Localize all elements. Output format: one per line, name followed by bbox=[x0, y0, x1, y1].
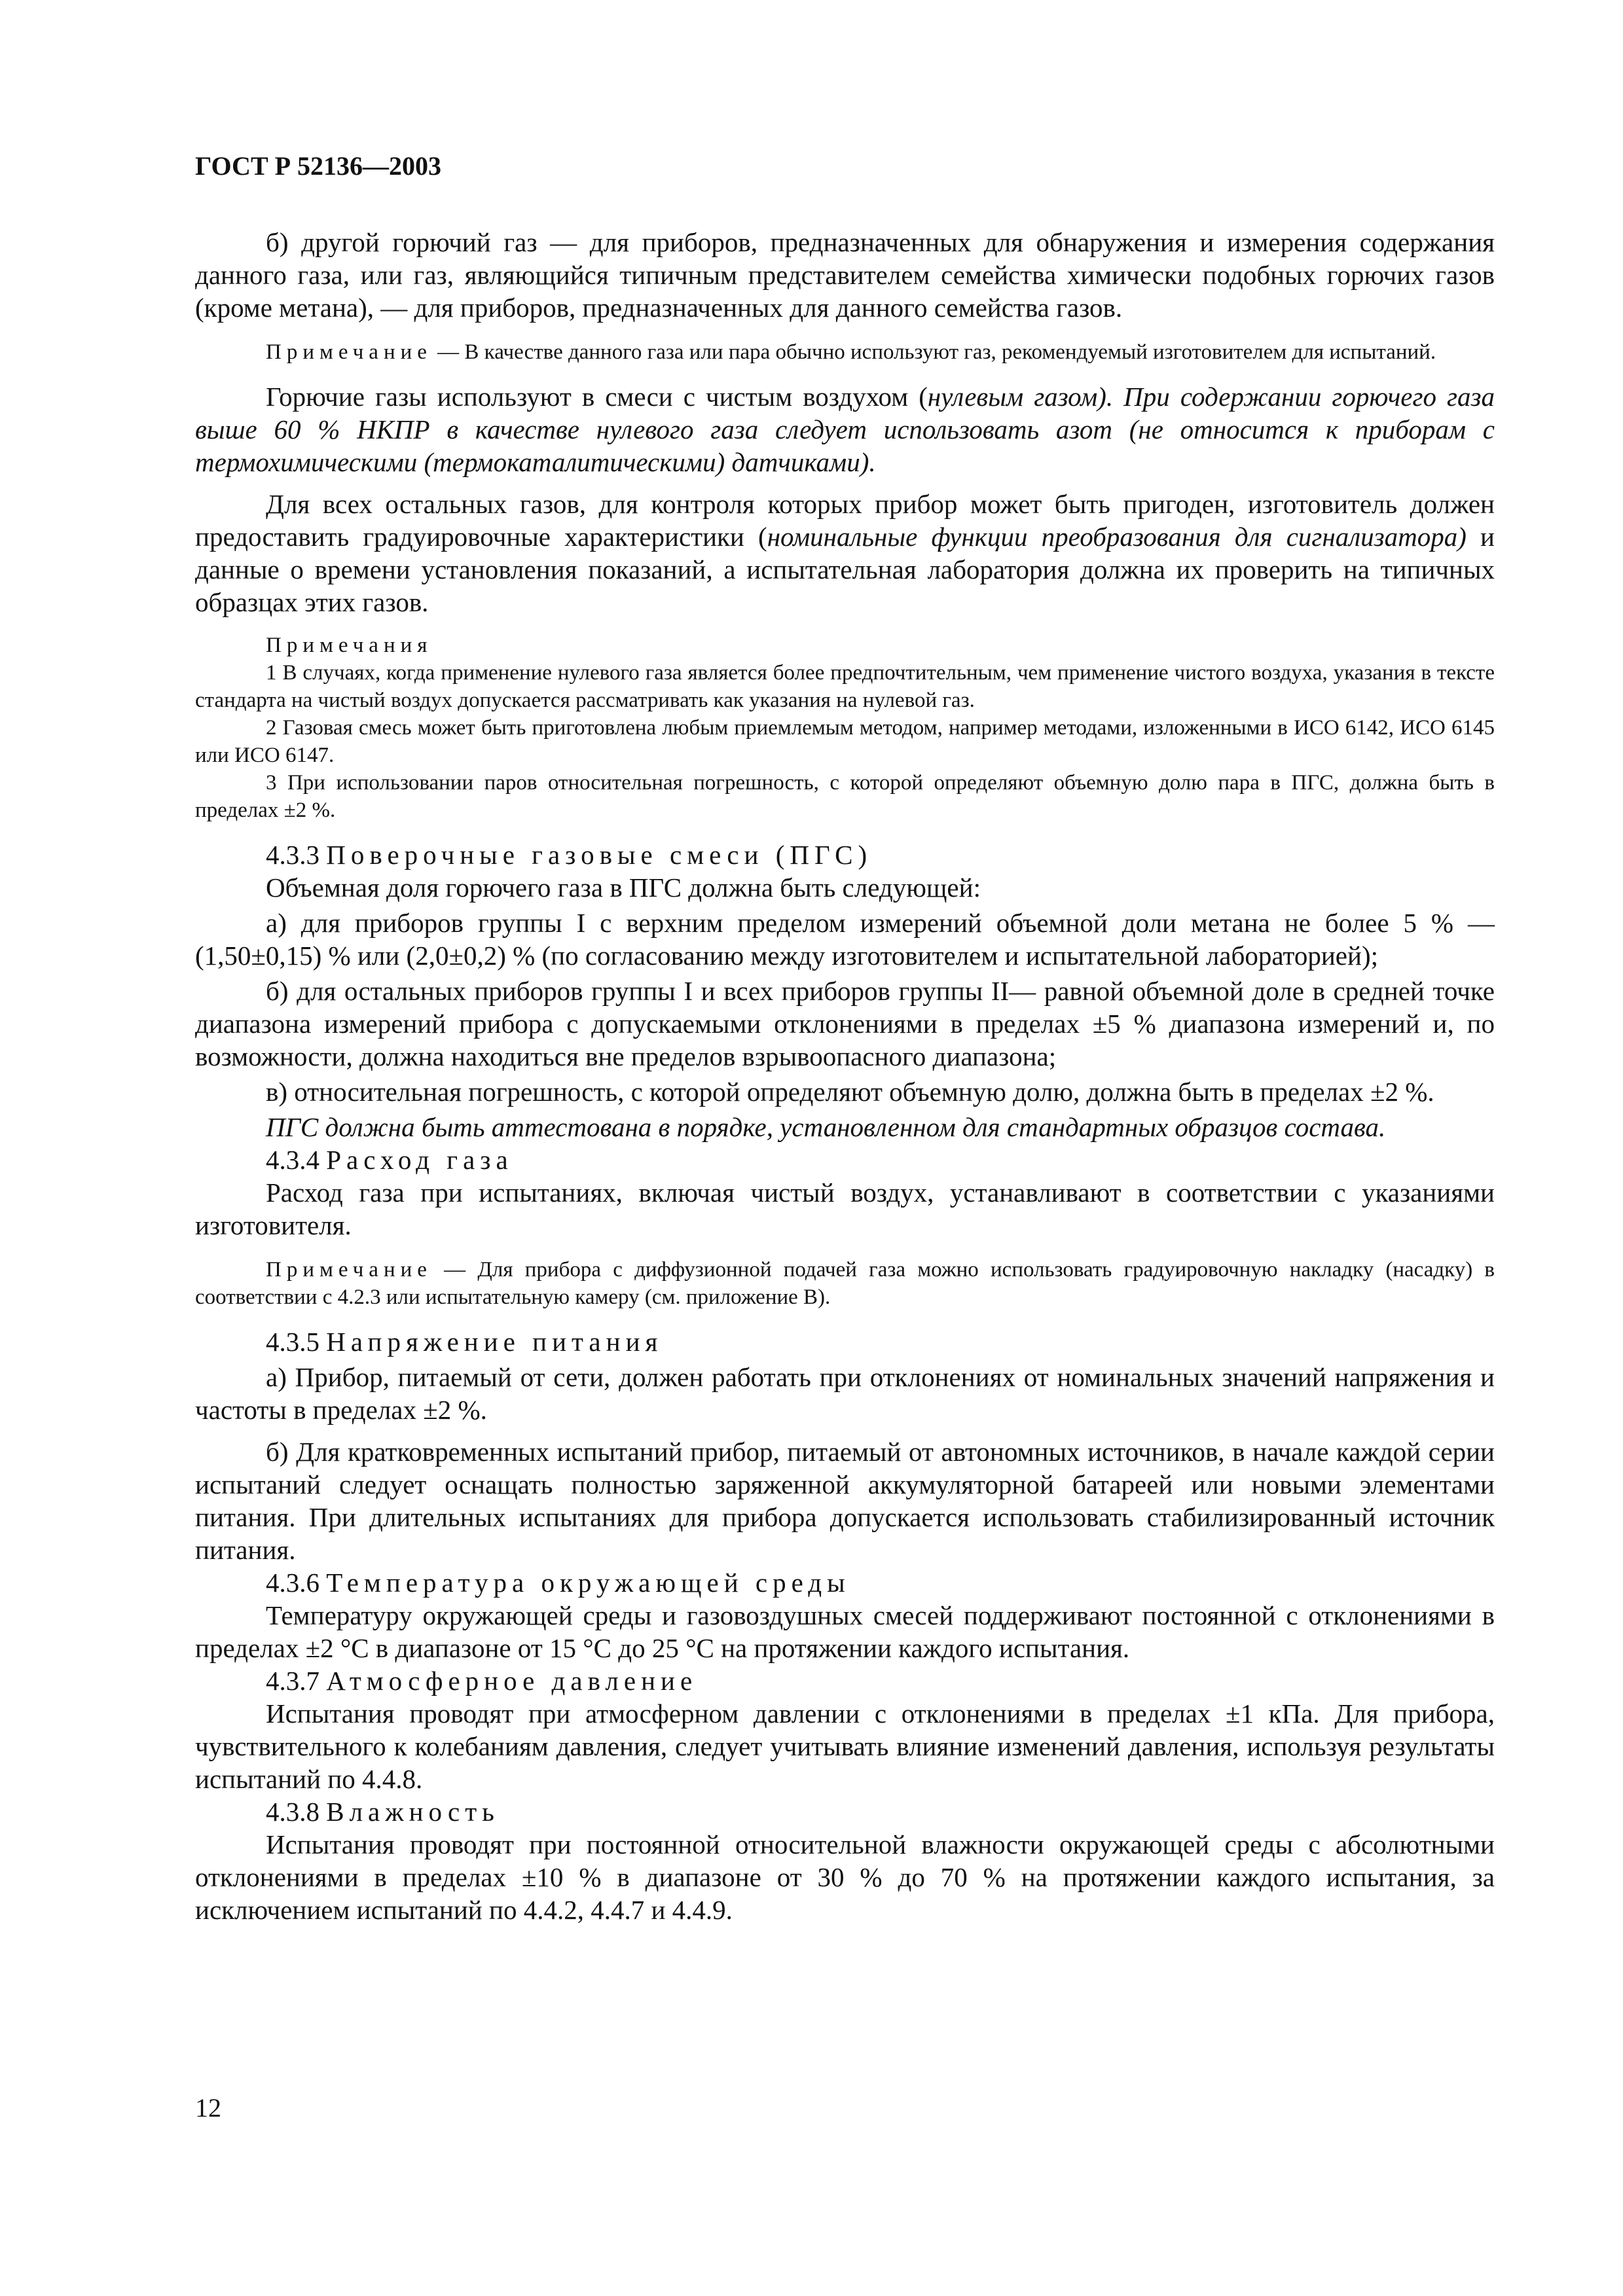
note-label: Примечание bbox=[266, 340, 432, 364]
section-number: 4.3.7 bbox=[266, 1666, 327, 1696]
page-number: 12 bbox=[195, 2093, 221, 2123]
section-title: Расход газа bbox=[326, 1145, 513, 1175]
notes-title-text: Примечания bbox=[266, 634, 433, 657]
s437-text: Испытания проводят при атмосферном давлении с отклонениями в пределах ±1 кПа. Для прибора, чувствительного к колебаниям давления, следует учитывать влияние изменений давления, используя результаты испытаний по 4.4.8. bbox=[195, 1698, 1495, 1794]
s435-item-b: б) Для кратковременных испытаний прибор, питаемый от автономных источников, в начале каждой серии испытаний следует оснащать полностью заряженной аккумуляторной батареей или новыми элементами питания. При длительных испытаниях для прибора допускается использовать стабилизированный источник питания. bbox=[195, 1437, 1495, 1565]
s435-item-a: а) Прибор, питаемый от сети, должен работать при отклонениях от номинальных значений напряжения и частоты в пределах ±2 %. bbox=[195, 1362, 1495, 1425]
s433-item-b: б) для остальных приборов группы I и всех приборов группы II— равной объемной доле в средней точке диапазона измерений прибора с допускаемыми отклонениями в пределах ±5 % диапазона измерений и, по возможности, должна находиться вне пределов взрывоопасного диапазона; bbox=[195, 976, 1495, 1071]
note-1: 1 В случаях, когда применение нулевого газа является более предпочтительным, чем применение чистого воздуха, указания в тексте стандарта на чистый воздух допускается рассматривать как указания на нулевой газ. bbox=[195, 661, 1495, 712]
s434-text: Расход газа при испытаниях, включая чистый воздух, устанавливают в соответствии с указаниями изготовителя. bbox=[195, 1177, 1495, 1240]
section-4-3-4-heading bbox=[195, 1143, 1495, 1176]
s433-item-a: а) для приборов группы I с верхним пределом измерений объемной доли метана не более 5 % — (1,50±0,15) % или (2,0±0,2) % (по согласованию между изготовителем и испытательной лабораторией); bbox=[195, 908, 1495, 971]
section-4-3-6-heading bbox=[195, 1566, 1495, 1599]
section-number: 4.3.8 bbox=[266, 1797, 327, 1827]
note-gas-choice bbox=[195, 338, 1495, 366]
section-title: Поверочные газовые смеси (ПГС) bbox=[326, 840, 873, 870]
note-text: — В качестве данного газа или пара обычно используют газ, рекомендуемый изготовителем для испытаний. bbox=[431, 340, 1436, 364]
section-number: 4.3.3 bbox=[266, 840, 327, 870]
section-title: Атмосферное давление bbox=[326, 1666, 698, 1696]
notes-title bbox=[195, 632, 1495, 659]
section-4-3-3-heading bbox=[195, 838, 1495, 871]
section-4-3-8-heading bbox=[195, 1795, 1495, 1828]
zero-gas-italic: нулевым газом). При содержании горючего газа выше 60 % НКПР в качестве нулевого газа следует использовать азот (не относится к приборам с термохимическими (термокаталитическими) датчиками). bbox=[195, 382, 1495, 477]
paragraph-other-gases bbox=[195, 488, 1495, 619]
section-title: Напряжение питания bbox=[326, 1327, 663, 1357]
zero-gas-text: Горючие газы используют в смеси с чистым воздухом ( bbox=[266, 382, 928, 412]
page-body bbox=[195, 226, 1495, 1926]
s436-text: Температуру окружающей среды и газовоздушных смесей поддерживают постоянной с отклонениями в пределах ±2 °С в диапазоне от 15 °С до 25 °С на протяжении каждого испытания. bbox=[195, 1600, 1495, 1663]
section-4-3-5-heading bbox=[195, 1325, 1495, 1358]
standard-header: ГОСТ Р 52136—2003 bbox=[195, 151, 442, 181]
section-number: 4.3.5 bbox=[266, 1327, 327, 1357]
s433-intro: Объемная доля горючего газа в ПГС должна быть следующей: bbox=[266, 872, 981, 903]
note-2: 2 Газовая смесь может быть приготовлена любым приемлемым методом, например методами, изложенными в ИСО 6142, ИСО 6145 или ИСО 6147. bbox=[195, 716, 1495, 767]
section-number: 4.3.6 bbox=[266, 1568, 327, 1598]
section-4-3-7-heading bbox=[195, 1664, 1495, 1697]
note-label: Примечание bbox=[266, 1258, 432, 1282]
note-3: 3 При использовании паров относительная погрешность, с которой определяют объемную долю пара в ПГС, должна быть в пределах ±2 %. bbox=[195, 771, 1495, 822]
other-gases-italic: номинальные функции преобразования для сигнализатора) bbox=[767, 522, 1467, 552]
other-gases-text-c: и данные о времени установления показаний, а испытательная лаборатория должна их проверить на типичных образцах этих газов. bbox=[195, 522, 1495, 617]
s434-note bbox=[195, 1256, 1495, 1311]
paragraph-other-gas: б) другой горючий газ — для приборов, предназначенных для обнаружения и измерения содержания данного газа, или газ, являющийся типичным представителем семейства химически подобных горючих газов (кроме метана), — для приборов, предназначенных для данного семейства газов. bbox=[195, 227, 1495, 323]
section-title: Температура окружающей среды bbox=[326, 1568, 850, 1598]
paragraph-zero-gas bbox=[195, 380, 1495, 478]
other-gases-text-a: Для всех остальных газов, для контроля которых прибор может быть пригоден, изготовитель должен предоставить градуировочные характеристики ( bbox=[195, 489, 1495, 552]
s438-text: Испытания проводят при постоянной относительной влажности окружающей среды с абсолютными отклонениями в пределах ±10 % в диапазоне от 30 % до 70 % на протяжении каждого испытания, за исключением испытаний по 4.4.2, 4.4.7 и 4.4.9. bbox=[195, 1829, 1495, 1925]
s433-italic-note: ПГС должна быть аттестована в порядке, установленном для стандартных образцов состава. bbox=[266, 1112, 1386, 1142]
section-number: 4.3.4 bbox=[266, 1145, 327, 1175]
note-text: — Для прибора с диффузионной подачей газа можно использовать градуировочную накладку (насадку) в соответствии с 4.2.3 или испытательную камеру (см. приложение В). bbox=[195, 1258, 1495, 1309]
s433-item-c: в) относительная погрешность, с которой определяют объемную долю, должна быть в пределах ±2 %. bbox=[266, 1077, 1434, 1107]
section-title: Влажность bbox=[326, 1797, 500, 1827]
